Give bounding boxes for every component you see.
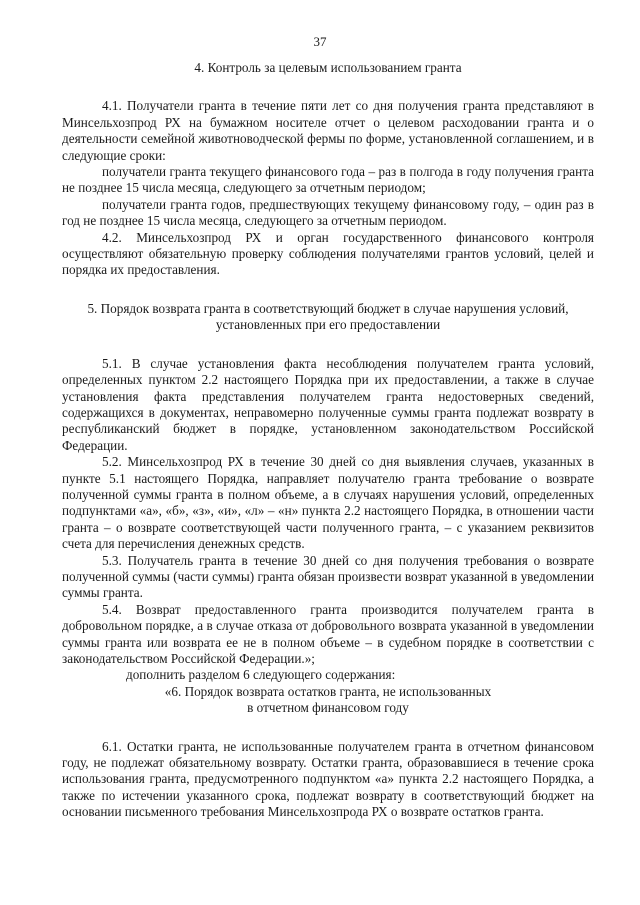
section-4-title: 4. Контроль за целевым использованием гранта xyxy=(194,60,462,75)
section-6-title-line-1: «6. Порядок возврата остатков гранта, не использованных xyxy=(164,683,492,699)
document-body xyxy=(62,60,594,821)
paragraph-4-1-a: получатели гранта текущего финансового года – раз в полгода в году получения гранта не позднее 15 числа месяца, следующего за отчетным периодом; xyxy=(62,164,594,196)
paragraph-5-4: 5.4. Возврат предоставленного гранта производится получателем гранта в добровольном порядке, а в случае отказа от добровольного возврата указанной в уведомлении суммы гранта или возврата ее не в полном объеме – в судебном порядке в соответствии с законодательством Российской Федерации.»; xyxy=(62,601,594,666)
paragraph-6-1: 6.1. Остатки гранта, не использованные получателем гранта в отчетном финансовом году, не подлежат обязательному возврату. Остатки гранта, образовавшиеся в течение срока использования гранта, предусмотренного подпунктом «а» пункта 2.2 настоящего Порядка, а также по истечении указанного срока, подлежат возврату в соответствующий бюджет на основании письменного требования Минсельхозпрода РХ о возврате остатков гранта. xyxy=(62,738,594,820)
page-number: 37 xyxy=(313,34,327,49)
paragraph-5-3: 5.3. Получатель гранта в течение 30 дней со дня получения требования о возврате полученной суммы (части суммы) гранта обязан произвести возврат указанной в уведомлении суммы гранта. xyxy=(62,552,594,601)
addition-line: дополнить разделом 6 следующего содержания: xyxy=(126,667,396,683)
section-6-title-line-2: в отчетном финансовом году xyxy=(247,700,409,716)
section-5-title: 5. Порядок возврата гранта в соответствующий бюджет в случае нарушения условий, установленных при его предоставлении xyxy=(87,300,569,333)
paragraph-5-2: 5.2. Минсельхозпрод РХ в течение 30 дней со дня выявления случаев, указанных в пункте 5.1 настоящего Порядка, направляет получателю гранта требование о возврате полученной суммы гранта в полном объеме, а в случаях нарушения условий, определенных подпунктами «а», «б», «з», «и», «л» – «н» пункта 2.2 настоящего Порядка, в отношении части гранта – о возврате соответствующей части полученного гранта, – с указанием реквизитов счета для перечисления денежных средств. xyxy=(62,454,594,552)
paragraph-4-1-b: получатели гранта годов, предшествующих текущему финансовому году, – один раз в год не позднее 15 числа месяца, следующего за отчетным периодом. xyxy=(62,196,594,229)
paragraph-5-1: 5.1. В случае установления факта несоблюдения получателем гранта условий, определенных пунктом 2.2 настоящего Порядка при их предоставлении, а также в случае установления факта представления получателем гранта недостоверных сведений, содержащихся в документах, неправомерно полученные суммы гранта подлежат возврату в республиканский бюджет в порядке, установленном законодательством Российской Федерации. xyxy=(62,355,594,453)
paragraph-4-1: 4.1. Получатели гранта в течение пяти лет со дня получения гранта представляют в Минсельхозпрод РХ на бумажном носителе отчет о целевом расходовании гранта и о деятельности семейной животноводческой фермы по форме, установленной соглашением, и в следующие сроки: xyxy=(62,98,594,163)
paragraph-4-2: 4.2. Минсельхозпрод РХ и орган государственного финансового контроля осуществляют обязательную проверку соблюдения получателями грантов условий, целей и порядка их предоставления. xyxy=(62,229,594,278)
